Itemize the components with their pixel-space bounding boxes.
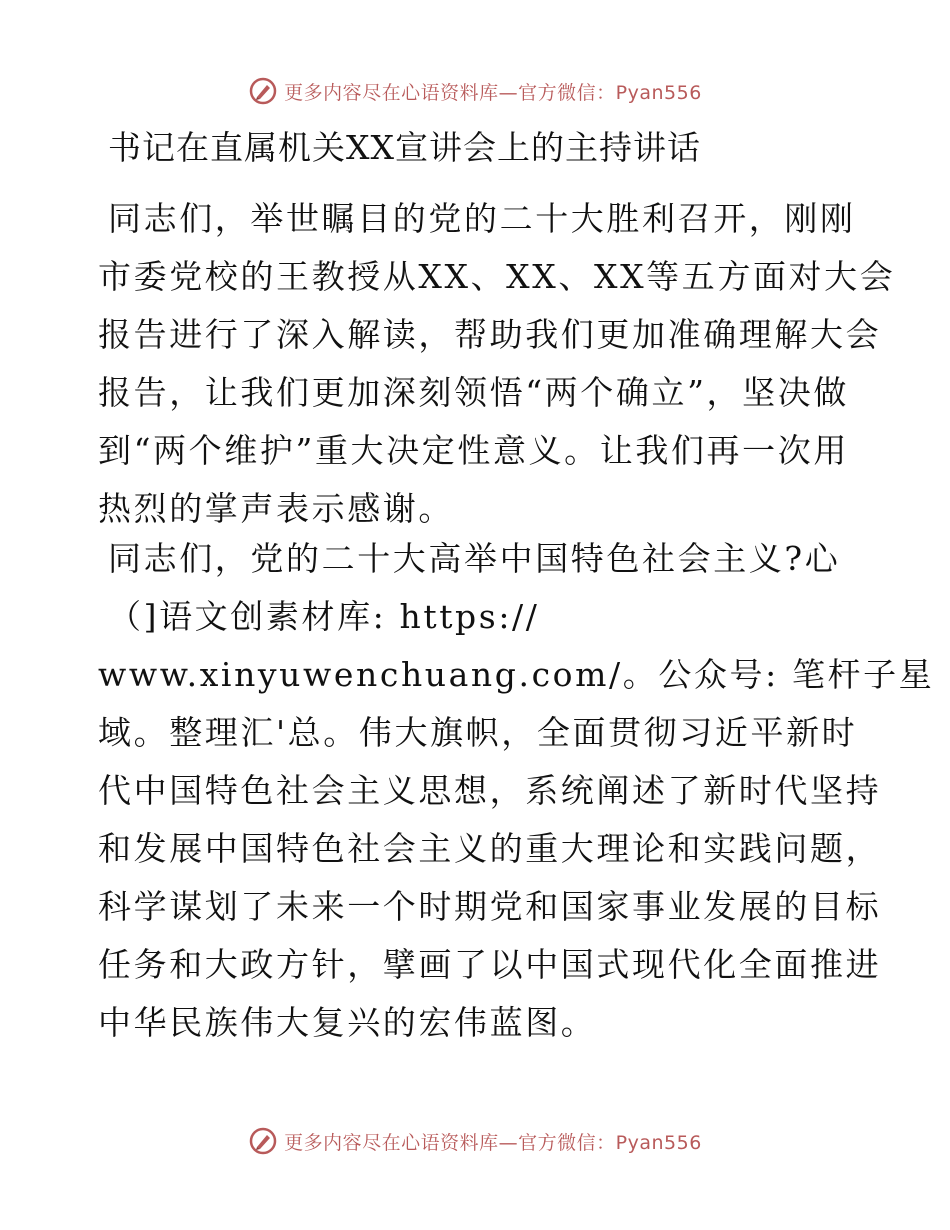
pen-logo-icon [248,76,278,106]
header-watermark [0,74,950,108]
paragraph-line: 科学谋划了未来一个时期党和国家事业发展的目标 [98,887,882,926]
paragraph-line: 市委党校的王教授从XX、XX、XX等五方面对大会 [98,257,896,296]
watermark-text: 更多内容尽在心语资料库—官方微信：Pyan556 [284,1131,702,1154]
watermark-text: 更多内容尽在心语资料库—官方微信：Pyan556 [284,81,702,104]
paragraph-line: 报告进行了深入解读，帮助我们更加准确理解大会 [98,315,882,354]
pen-logo-icon [248,1126,278,1156]
paragraph-line: 到“两个维护”重大决定性意义。让我们再一次用 [98,431,849,470]
paragraph-1 [98,190,896,538]
paragraph-line: （]语文创素材库: https:// [108,597,540,636]
paragraph-line: 代中国特色社会主义思想，系统阐述了新时代坚持 [98,771,882,810]
paragraph-2 [98,530,935,1052]
paragraph-line: 任务和大政方针，擘画了以中国式现代化全面推进 [98,945,882,984]
footer-watermark [0,1124,950,1158]
paragraph-line: 同志们，举世瞩目的党的二十大胜利召开，刚刚 [108,199,856,238]
paragraph-line: 域。整理汇'总。伟大旗帜，全面贯彻习近平新时 [98,713,858,752]
document-title: 书记在直属机关XX宣讲会上的主持讲话 [108,128,701,167]
paragraph-line: 同志们，党的二十大高举中国特色社会主义?心 [108,539,841,578]
paragraph-line: 热烈的掌声表示感谢。 [98,489,454,528]
paragraph-line: 中华民族伟大复兴的宏伟蓝图。 [98,1003,597,1042]
paragraph-line: 报告，让我们更加深刻领悟“两个确立”，坚决做 [98,373,849,412]
paragraph-line: 和发展中国特色社会主义的重大理论和实践问题， [98,829,882,868]
paragraph-line: www.xinyuwenchuang.com/。公众号: 笔杆子星 [98,655,935,694]
